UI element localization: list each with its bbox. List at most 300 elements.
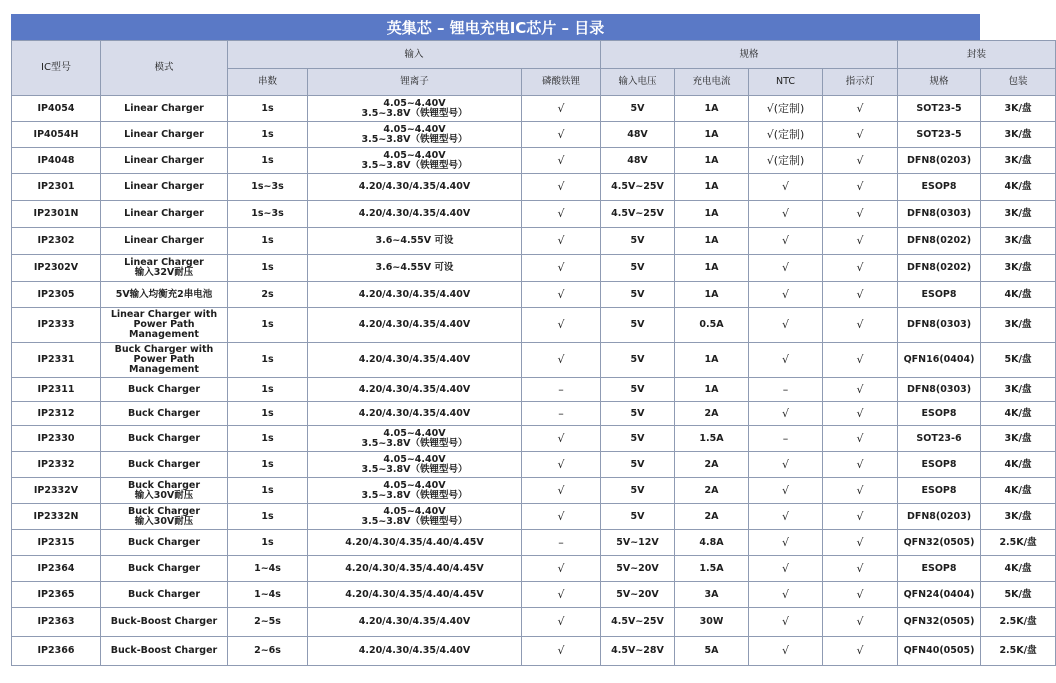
cell-input-voltage: 5V: [601, 452, 675, 478]
cell-li-ion-line: 4.20/4.30/4.35/4.40V: [358, 288, 471, 300]
cell-packing: 2.5K/盘: [981, 637, 1056, 666]
cell-charge-current: 3A: [675, 582, 749, 608]
cell-mode: [101, 148, 228, 174]
cell-mode: [101, 201, 228, 228]
cell-packing: 4K/盘: [981, 402, 1056, 426]
cell-mode-line: 输入30V耐压: [134, 515, 194, 527]
cell-package-spec: ESOP8: [898, 282, 981, 308]
cell-model: IP2333: [12, 308, 101, 343]
cell-indicator: √: [823, 201, 898, 228]
cell-input-voltage: 48V: [601, 148, 675, 174]
cell-mode-line: Linear Charger: [124, 257, 204, 268]
cell-mode: [101, 308, 228, 343]
cell-ntc: √: [749, 504, 823, 530]
cell-ntc: √: [749, 282, 823, 308]
cell-cells: 1s: [228, 478, 308, 504]
cell-input-voltage: 5V: [601, 378, 675, 402]
cell-ntc: √: [749, 556, 823, 582]
cell-li-ion: [308, 556, 522, 582]
table-row: [12, 308, 1056, 343]
cell-mode-line: Management: [129, 364, 199, 375]
cell-li-ion: [308, 308, 522, 343]
cell-lfp: √: [522, 556, 601, 582]
cell-lfp: √: [522, 96, 601, 122]
cell-indicator: √: [823, 556, 898, 582]
cell-packing: 3K/盘: [981, 255, 1056, 282]
cell-charge-current: 1A: [675, 228, 749, 255]
cell-li-ion-line: 4.20/4.30/4.35/4.40V: [358, 616, 471, 627]
cell-mode: [101, 530, 228, 556]
header-lfp: 磷酸铁锂: [522, 69, 601, 96]
cell-cells: 1s~3s: [228, 201, 308, 228]
cell-ntc: √: [749, 402, 823, 426]
header-ntc: NTC: [749, 69, 823, 96]
cell-packing: 5K/盘: [981, 582, 1056, 608]
product-table: [11, 40, 1056, 666]
cell-li-ion: [308, 378, 522, 402]
table-row: [12, 255, 1056, 282]
cell-model: IP4054: [12, 96, 101, 122]
cell-input-voltage: 5V~12V: [601, 530, 675, 556]
cell-ntc: √: [749, 308, 823, 343]
cell-model: IP2301N: [12, 201, 101, 228]
cell-input-voltage: 48V: [601, 122, 675, 148]
cell-mode-line: Buck Charger: [127, 407, 201, 419]
cell-package-spec: ESOP8: [898, 452, 981, 478]
cell-packing: 3K/盘: [981, 228, 1056, 255]
cell-charge-current: 1A: [675, 282, 749, 308]
table-row: [12, 96, 1056, 122]
cell-charge-current: 4.8A: [675, 530, 749, 556]
cell-model: IP2305: [12, 282, 101, 308]
cell-mode-line: Buck Charger: [127, 505, 201, 517]
cell-li-ion: [308, 122, 522, 148]
cell-cells: 1~4s: [228, 556, 308, 582]
cell-mode: [101, 228, 228, 255]
cell-indicator: √: [823, 582, 898, 608]
cell-package-spec: SOT23-5: [898, 122, 981, 148]
cell-package-spec: DFN8(0303): [898, 308, 981, 343]
cell-mode-line: Buck Charger: [127, 588, 201, 600]
cell-model: IP2364: [12, 556, 101, 582]
cell-packing: 4K/盘: [981, 174, 1056, 201]
cell-li-ion: [308, 96, 522, 122]
header-indicator: 指示灯: [823, 69, 898, 96]
table-row: [12, 556, 1056, 582]
cell-li-ion: [308, 174, 522, 201]
cell-ntc: √: [749, 228, 823, 255]
cell-charge-current: 2A: [675, 504, 749, 530]
cell-li-ion-line: 3.5~3.8V（铁锂型号）: [361, 107, 468, 119]
cell-mode-line: Buck-Boost Charger: [110, 616, 218, 627]
cell-ntc: –: [749, 378, 823, 402]
cell-li-ion-line: 3.5~3.8V（铁锂型号）: [361, 463, 468, 475]
cell-lfp: √: [522, 282, 601, 308]
cell-package-spec: DFN8(0203): [898, 504, 981, 530]
cell-mode: [101, 637, 228, 666]
cell-mode-line: 输入30V耐压: [134, 489, 194, 501]
cell-ntc: √: [749, 343, 823, 378]
cell-cells: 1~4s: [228, 582, 308, 608]
cell-model: IP2365: [12, 582, 101, 608]
cell-model: IP4048: [12, 148, 101, 174]
cell-li-ion: [308, 608, 522, 637]
table-row: [12, 402, 1056, 426]
cell-mode-line: Linear Charger: [124, 154, 204, 166]
cell-li-ion-line: 4.20/4.30/4.35/4.40V: [358, 383, 471, 395]
header-mode: 模式: [101, 41, 228, 96]
cell-li-ion-line: 4.20/4.30/4.35/4.40V: [358, 354, 471, 365]
cell-input-voltage: 5V: [601, 228, 675, 255]
cell-input-voltage: 4.5V~28V: [601, 637, 675, 666]
cell-indicator: √: [823, 504, 898, 530]
cell-li-ion: [308, 201, 522, 228]
header-package-spec: 规格: [898, 69, 981, 96]
cell-cells: 1s: [228, 530, 308, 556]
table-row: [12, 228, 1056, 255]
cell-mode: [101, 122, 228, 148]
cell-input-voltage: 4.5V~25V: [601, 201, 675, 228]
cell-mode-line: Linear Charger: [124, 181, 204, 192]
cell-indicator: √: [823, 530, 898, 556]
cell-model: IP2363: [12, 608, 101, 637]
table-row: [12, 426, 1056, 452]
cell-ntc: √: [749, 530, 823, 556]
cell-input-voltage: 5V: [601, 478, 675, 504]
cell-li-ion-line: 3.5~3.8V（铁锂型号）: [361, 159, 468, 171]
cell-li-ion-line: 4.05~4.40V: [383, 123, 446, 135]
table-row: [12, 282, 1056, 308]
cell-ntc: –: [749, 426, 823, 452]
cell-packing: 3K/盘: [981, 308, 1056, 343]
cell-package-spec: QFN32(0505): [898, 608, 981, 637]
cell-model: IP2332V: [12, 478, 101, 504]
cell-lfp: √: [522, 582, 601, 608]
cell-mode-line: Buck Charger: [127, 432, 201, 444]
cell-li-ion-line: 4.20/4.30/4.35/4.40V: [358, 181, 471, 192]
cell-lfp: –: [522, 378, 601, 402]
cell-mode: [101, 174, 228, 201]
header-input-group: 输入: [228, 41, 601, 69]
cell-ntc: √(定制): [749, 148, 823, 174]
cell-charge-current: 1A: [675, 174, 749, 201]
table-row: [12, 343, 1056, 378]
table-row: [12, 478, 1056, 504]
cell-lfp: √: [522, 452, 601, 478]
cell-li-ion: [308, 637, 522, 666]
cell-indicator: √: [823, 426, 898, 452]
cell-indicator: √: [823, 637, 898, 666]
cell-lfp: √: [522, 201, 601, 228]
cell-li-ion-line: 3.6~4.55V 可设: [375, 262, 454, 273]
cell-li-ion-line: 4.20/4.30/4.35/4.40/4.45V: [345, 588, 484, 600]
cell-li-ion-line: 4.05~4.40V: [383, 427, 446, 439]
cell-li-ion-line: 4.05~4.40V: [383, 149, 446, 161]
cell-model: IP2301: [12, 174, 101, 201]
table-row: [12, 201, 1056, 228]
cell-charge-current: 1A: [675, 343, 749, 378]
cell-cells: 2s: [228, 282, 308, 308]
cell-charge-current: 1.5A: [675, 556, 749, 582]
cell-indicator: √: [823, 255, 898, 282]
cell-li-ion: [308, 402, 522, 426]
cell-charge-current: 1A: [675, 201, 749, 228]
cell-li-ion-line: 3.6~4.55V 可设: [375, 235, 454, 246]
cell-packing: 3K/盘: [981, 96, 1056, 122]
cell-charge-current: 1A: [675, 96, 749, 122]
cell-charge-current: 1A: [675, 255, 749, 282]
cell-lfp: √: [522, 255, 601, 282]
cell-input-voltage: 5V: [601, 255, 675, 282]
cell-cells: 1s: [228, 148, 308, 174]
cell-charge-current: 0.5A: [675, 308, 749, 343]
cell-charge-current: 1.5A: [675, 426, 749, 452]
cell-indicator: √: [823, 343, 898, 378]
cell-ntc: √: [749, 452, 823, 478]
cell-li-ion: [308, 343, 522, 378]
cell-li-ion-line: 3.5~3.8V（铁锂型号）: [361, 489, 468, 501]
cell-li-ion-line: 4.05~4.40V: [383, 505, 446, 517]
cell-ntc: √: [749, 582, 823, 608]
cell-package-spec: DFN8(0202): [898, 255, 981, 282]
cell-input-voltage: 5V: [601, 343, 675, 378]
cell-package-spec: ESOP8: [898, 174, 981, 201]
cell-input-voltage: 4.5V~25V: [601, 174, 675, 201]
cell-mode: [101, 378, 228, 402]
catalog-title: 英集芯 – 锂电充电IC芯片 – 目录: [11, 14, 980, 40]
cell-li-ion-line: 4.05~4.40V: [383, 453, 446, 465]
cell-cells: 2~5s: [228, 608, 308, 637]
cell-mode-line: Linear Charger: [124, 102, 204, 114]
cell-input-voltage: 5V~20V: [601, 556, 675, 582]
cell-li-ion: [308, 255, 522, 282]
cell-mode-line: 输入32V耐压: [134, 267, 194, 278]
cell-package-spec: DFN8(0203): [898, 148, 981, 174]
cell-li-ion-line: 4.20/4.30/4.35/4.40/4.45V: [345, 536, 484, 548]
cell-package-spec: QFN16(0404): [898, 343, 981, 378]
cell-packing: 2.5K/盘: [981, 530, 1056, 556]
cell-mode-line: Buck Charger: [127, 479, 201, 491]
cell-mode: [101, 282, 228, 308]
cell-li-ion: [308, 282, 522, 308]
cell-package-spec: SOT23-6: [898, 426, 981, 452]
cell-package-spec: QFN24(0404): [898, 582, 981, 608]
cell-packing: 4K/盘: [981, 282, 1056, 308]
cell-ntc: √: [749, 174, 823, 201]
header-spec-group: 规格: [601, 41, 898, 69]
cell-packing: 2.5K/盘: [981, 608, 1056, 637]
cell-charge-current: 1A: [675, 148, 749, 174]
cell-cells: 1s: [228, 378, 308, 402]
cell-mode: [101, 556, 228, 582]
cell-mode-line: Linear Charger: [124, 208, 204, 219]
cell-package-spec: QFN32(0505): [898, 530, 981, 556]
cell-model: IP2311: [12, 378, 101, 402]
cell-lfp: √: [522, 122, 601, 148]
cell-li-ion-line: 4.05~4.40V: [383, 97, 446, 109]
cell-indicator: √: [823, 402, 898, 426]
cell-li-ion-line: 4.05~4.40V: [383, 479, 446, 491]
cell-mode: [101, 402, 228, 426]
cell-lfp: √: [522, 608, 601, 637]
cell-mode-line: Linear Charger: [124, 128, 204, 140]
cell-model: IP2332N: [12, 504, 101, 530]
cell-packing: 3K/盘: [981, 378, 1056, 402]
header-charge-current: 充电电流: [675, 69, 749, 96]
cell-charge-current: 2A: [675, 452, 749, 478]
cell-package-spec: ESOP8: [898, 402, 981, 426]
cell-indicator: √: [823, 478, 898, 504]
cell-input-voltage: 5V: [601, 426, 675, 452]
cell-model: IP2366: [12, 637, 101, 666]
cell-lfp: √: [522, 308, 601, 343]
cell-model: IP2331: [12, 343, 101, 378]
cell-indicator: √: [823, 174, 898, 201]
cell-indicator: √: [823, 308, 898, 343]
cell-lfp: √: [522, 637, 601, 666]
cell-input-voltage: 5V~20V: [601, 582, 675, 608]
cell-cells: 1s: [228, 452, 308, 478]
table-row: [12, 378, 1056, 402]
cell-charge-current: 30W: [675, 608, 749, 637]
table-row: [12, 637, 1056, 666]
cell-lfp: √: [522, 148, 601, 174]
cell-mode-line: 5V输入均衡充2串电池: [115, 288, 213, 300]
cell-packing: 3K/盘: [981, 201, 1056, 228]
cell-indicator: √: [823, 452, 898, 478]
cell-mode: [101, 426, 228, 452]
cell-li-ion: [308, 582, 522, 608]
cell-charge-current: 5A: [675, 637, 749, 666]
cell-li-ion: [308, 478, 522, 504]
cell-lfp: √: [522, 504, 601, 530]
cell-charge-current: 2A: [675, 402, 749, 426]
cell-mode: [101, 608, 228, 637]
cell-package-spec: QFN40(0505): [898, 637, 981, 666]
header-input-voltage: 输入电压: [601, 69, 675, 96]
cell-cells: 1s: [228, 504, 308, 530]
cell-cells: 1s: [228, 343, 308, 378]
cell-charge-current: 1A: [675, 122, 749, 148]
cell-indicator: √: [823, 122, 898, 148]
cell-model: IP2312: [12, 402, 101, 426]
cell-package-spec: ESOP8: [898, 556, 981, 582]
cell-lfp: √: [522, 343, 601, 378]
cell-mode-line: Buck Charger: [127, 562, 201, 574]
cell-li-ion-line: 3.5~3.8V（铁锂型号）: [361, 437, 468, 449]
cell-ntc: √: [749, 608, 823, 637]
cell-packing: 4K/盘: [981, 478, 1056, 504]
cell-model: IP2332: [12, 452, 101, 478]
cell-li-ion: [308, 452, 522, 478]
cell-indicator: √: [823, 378, 898, 402]
cell-ntc: √(定制): [749, 96, 823, 122]
cell-indicator: √: [823, 228, 898, 255]
cell-cells: 1s~3s: [228, 174, 308, 201]
cell-li-ion: [308, 148, 522, 174]
cell-mode: [101, 452, 228, 478]
table-row: [12, 148, 1056, 174]
cell-cells: 1s: [228, 255, 308, 282]
cell-cells: 1s: [228, 122, 308, 148]
cell-package-spec: SOT23-5: [898, 96, 981, 122]
header-model: IC型号: [12, 41, 101, 96]
cell-mode-line: Linear Charger: [124, 235, 204, 246]
cell-mode: [101, 478, 228, 504]
header-packing: 包装: [981, 69, 1056, 96]
cell-mode-line: Power Path: [133, 354, 195, 365]
cell-lfp: √: [522, 174, 601, 201]
cell-li-ion-line: 3.5~3.8V（铁锂型号）: [361, 515, 468, 527]
cell-charge-current: 1A: [675, 378, 749, 402]
cell-input-voltage: 5V: [601, 308, 675, 343]
header-li-ion: 锂离子: [308, 69, 522, 96]
cell-li-ion-line: 4.20/4.30/4.35/4.40V: [358, 208, 471, 219]
table-row: [12, 530, 1056, 556]
table-row: [12, 504, 1056, 530]
cell-li-ion: [308, 426, 522, 452]
cell-package-spec: ESOP8: [898, 478, 981, 504]
cell-li-ion: [308, 504, 522, 530]
cell-indicator: √: [823, 96, 898, 122]
cell-lfp: √: [522, 478, 601, 504]
cell-ntc: √: [749, 255, 823, 282]
table-row: [12, 582, 1056, 608]
header-cells: 串数: [228, 69, 308, 96]
cell-ntc: √: [749, 478, 823, 504]
cell-packing: 3K/盘: [981, 122, 1056, 148]
header-package-group: 封装: [898, 41, 1056, 69]
cell-lfp: √: [522, 426, 601, 452]
cell-mode: [101, 343, 228, 378]
cell-mode-line: Buck Charger: [127, 536, 201, 548]
cell-input-voltage: 5V: [601, 96, 675, 122]
cell-model: IP2315: [12, 530, 101, 556]
cell-cells: 1s: [228, 402, 308, 426]
cell-lfp: √: [522, 228, 601, 255]
cell-indicator: √: [823, 282, 898, 308]
cell-model: IP2302V: [12, 255, 101, 282]
cell-cells: 1s: [228, 426, 308, 452]
cell-packing: 4K/盘: [981, 452, 1056, 478]
cell-lfp: –: [522, 530, 601, 556]
cell-mode-line: Buck Charger: [127, 458, 201, 470]
cell-li-ion-line: 4.20/4.30/4.35/4.40V: [358, 645, 471, 656]
catalog-page: [11, 14, 1037, 666]
cell-li-ion-line: 3.5~3.8V（铁锂型号）: [361, 133, 468, 145]
cell-cells: 1s: [228, 308, 308, 343]
table-row: [12, 174, 1056, 201]
cell-model: IP2302: [12, 228, 101, 255]
cell-packing: 3K/盘: [981, 426, 1056, 452]
cell-mode-line: Buck Charger: [127, 383, 201, 395]
cell-model: IP2330: [12, 426, 101, 452]
product-rows: [12, 96, 1056, 666]
table-row: [12, 122, 1056, 148]
cell-ntc: √: [749, 201, 823, 228]
cell-li-ion-line: 4.20/4.30/4.35/4.40/4.45V: [345, 562, 484, 574]
cell-lfp: –: [522, 402, 601, 426]
cell-cells: 2~6s: [228, 637, 308, 666]
cell-ntc: √: [749, 637, 823, 666]
cell-mode-line: Linear Charger with: [110, 309, 218, 320]
cell-charge-current: 2A: [675, 478, 749, 504]
cell-li-ion-line: 4.20/4.30/4.35/4.40V: [358, 319, 471, 330]
cell-mode: [101, 255, 228, 282]
cell-packing: 5K/盘: [981, 343, 1056, 378]
cell-input-voltage: 5V: [601, 504, 675, 530]
cell-ntc: √(定制): [749, 122, 823, 148]
